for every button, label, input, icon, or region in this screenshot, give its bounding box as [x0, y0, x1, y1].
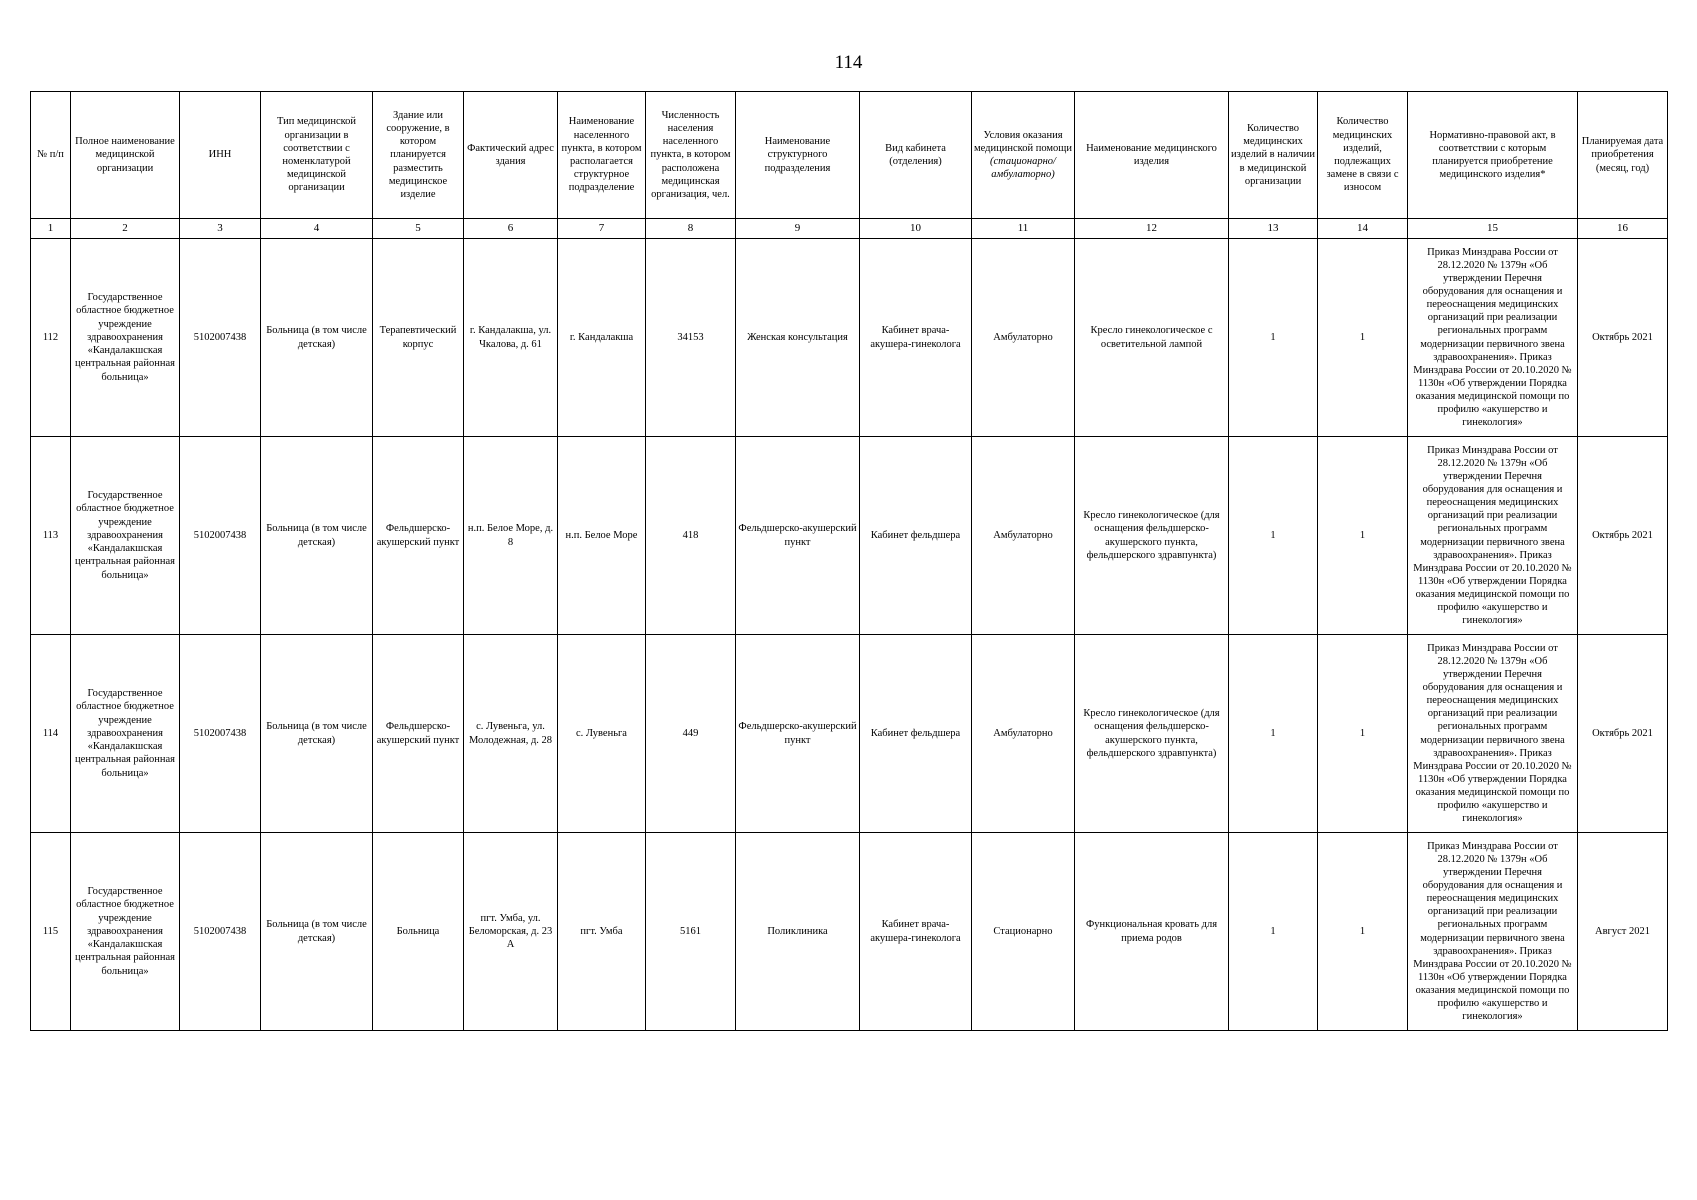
- device-cell: Кресло гинекологическое (для оснащения фельдшерско-акушерского пункта, фельдшерского здравпункта): [1075, 635, 1229, 833]
- column-number: 10: [860, 219, 972, 239]
- cabinet-cell: Кабинет врача-акушера-гинеколога: [860, 239, 972, 437]
- header-cell: Нормативно-правовой акт, в соответствии с которым планируется приобретение медицинского изделия*: [1408, 92, 1578, 219]
- table-row: [31, 833, 1668, 1031]
- header-cell: Фактический адрес здания: [464, 92, 558, 219]
- page-number: 114: [834, 52, 863, 73]
- address-cell: н.п. Белое Море, д. 8: [464, 437, 558, 635]
- planned-date-cell: Август 2021: [1578, 833, 1668, 1031]
- conditions-cell: Амбулаторно: [972, 239, 1075, 437]
- cabinet-cell: Кабинет врача-акушера-гинеколога: [860, 833, 972, 1031]
- header-cell: ИНН: [180, 92, 261, 219]
- header-cell: Наименование населенного пункта, в котором располагается структурное подразделение: [558, 92, 646, 219]
- device-cell: Кресло гинекологическое с осветительной лампой: [1075, 239, 1229, 437]
- inn-cell: 5102007438: [180, 833, 261, 1031]
- table-row: [31, 239, 1668, 437]
- conditions-cell: Стационарно: [972, 833, 1075, 1031]
- address-cell: с. Лувеньга, ул. Молодежная, д. 28: [464, 635, 558, 833]
- planned-date-cell: Октябрь 2021: [1578, 239, 1668, 437]
- organization-cell: Государственное областное бюджетное учреждение здравоохранения «Кандалакшская центральная районная больница»: [71, 239, 180, 437]
- cabinet-cell: Кабинет фельдшера: [860, 635, 972, 833]
- qty-available-cell: 1: [1229, 833, 1318, 1031]
- column-number: 16: [1578, 219, 1668, 239]
- column-number: 8: [646, 219, 736, 239]
- cabinet-cell: Кабинет фельдшера: [860, 437, 972, 635]
- row-number-cell: 113: [31, 437, 71, 635]
- division-cell: Поликлиника: [736, 833, 860, 1031]
- column-number: 15: [1408, 219, 1578, 239]
- population-cell: 449: [646, 635, 736, 833]
- population-cell: 5161: [646, 833, 736, 1031]
- inn-cell: 5102007438: [180, 437, 261, 635]
- header-cell: Количество медицинских изделий в наличии в медицинской организации: [1229, 92, 1318, 219]
- table-row: [31, 437, 1668, 635]
- conditions-cell: Амбулаторно: [972, 437, 1075, 635]
- locality-cell: н.п. Белое Море: [558, 437, 646, 635]
- column-number: 7: [558, 219, 646, 239]
- header-cell-italic-note: (стационарно/ амбулаторно): [990, 156, 1056, 181]
- qty-replace-cell: 1: [1318, 635, 1408, 833]
- population-cell: 418: [646, 437, 736, 635]
- header-cell: Наименование медицинского изделия: [1075, 92, 1229, 219]
- header-cell: Здание или сооружение, в котором планируется разместить медицинское изделие: [373, 92, 464, 219]
- header-cell: Полное наименование медицинской организации: [71, 92, 180, 219]
- column-number: 2: [71, 219, 180, 239]
- table-row: [31, 635, 1668, 833]
- division-cell: Женская консультация: [736, 239, 860, 437]
- org-type-cell: Больница (в том числе детская): [261, 437, 373, 635]
- table-body: [31, 239, 1668, 1031]
- row-number-cell: 115: [31, 833, 71, 1031]
- qty-replace-cell: 1: [1318, 437, 1408, 635]
- column-number: 11: [972, 219, 1075, 239]
- column-number: 1: [31, 219, 71, 239]
- legal-act-cell: Приказ Минздрава России от 28.12.2020 № 1379н «Об утверждении Перечня оборудования для оснащения и переоснащения медицинских организаций при реализации региональных программ модернизации первичного звена здравоохранения». Приказ Минздрава России от 20.10.2020 № 1130н «Об утверждении Порядка оказания медицинской помощи по профилю «акушерство и гинекология»: [1408, 437, 1578, 635]
- header-cell: Наименование структурного подразделения: [736, 92, 860, 219]
- header-cell-text: Условия оказания медицинской помощи: [974, 129, 1072, 154]
- header-cell: Вид кабинета (отделения): [860, 92, 972, 219]
- column-number: 13: [1229, 219, 1318, 239]
- building-cell: Фельдшерско-акушерский пункт: [373, 635, 464, 833]
- organization-cell: Государственное областное бюджетное учреждение здравоохранения «Кандалакшская центральная районная больница»: [71, 635, 180, 833]
- column-number: 3: [180, 219, 261, 239]
- division-cell: Фельдшерско-акушерский пункт: [736, 437, 860, 635]
- column-number: 9: [736, 219, 860, 239]
- column-number-row: [31, 219, 1668, 239]
- planned-date-cell: Октябрь 2021: [1578, 437, 1668, 635]
- qty-available-cell: 1: [1229, 239, 1318, 437]
- building-cell: Фельдшерско-акушерский пункт: [373, 437, 464, 635]
- legal-act-cell: Приказ Минздрава России от 28.12.2020 № 1379н «Об утверждении Перечня оборудования для оснащения и переоснащения медицинских организаций при реализации региональных программ модернизации первичного звена здравоохранения». Приказ Минздрава России от 20.10.2020 № 1130н «Об утверждении Порядка оказания медицинской помощи по профилю «акушерство и гинекология»: [1408, 635, 1578, 833]
- building-cell: Терапевтический корпус: [373, 239, 464, 437]
- column-number: 14: [1318, 219, 1408, 239]
- organization-cell: Государственное областное бюджетное учреждение здравоохранения «Кандалакшская центральная районная больница»: [71, 437, 180, 635]
- device-cell: Кресло гинекологическое (для оснащения фельдшерско-акушерского пункта, фельдшерского здравпункта): [1075, 437, 1229, 635]
- org-type-cell: Больница (в том числе детская): [261, 239, 373, 437]
- address-cell: г. Кандалакша, ул. Чкалова, д. 61: [464, 239, 558, 437]
- header-cell-conditions: [972, 92, 1075, 219]
- column-number: 12: [1075, 219, 1229, 239]
- column-number: 4: [261, 219, 373, 239]
- row-number-cell: 114: [31, 635, 71, 833]
- header-cell: Тип медицинской организации в соответствии с номенклатурой медицинской организации: [261, 92, 373, 219]
- header-row: [31, 92, 1668, 219]
- building-cell: Больница: [373, 833, 464, 1031]
- population-cell: 34153: [646, 239, 736, 437]
- org-type-cell: Больница (в том числе детская): [261, 635, 373, 833]
- header-cell: Количество медицинских изделий, подлежащих замене в связи с износом: [1318, 92, 1408, 219]
- qty-available-cell: 1: [1229, 437, 1318, 635]
- column-number: 6: [464, 219, 558, 239]
- address-cell: пгт. Умба, ул. Беломорская, д. 23 А: [464, 833, 558, 1031]
- planned-date-cell: Октябрь 2021: [1578, 635, 1668, 833]
- legal-act-cell: Приказ Минздрава России от 28.12.2020 № 1379н «Об утверждении Перечня оборудования для оснащения и переоснащения медицинских организаций при реализации региональных программ модернизации первичного звена здравоохранения». Приказ Минздрава России от 20.10.2020 № 1130н «Об утверждении Порядка оказания медицинской помощи по профилю «акушерство и гинекология»: [1408, 833, 1578, 1031]
- header-cell: № п/п: [31, 92, 71, 219]
- device-cell: Функциональная кровать для приема родов: [1075, 833, 1229, 1031]
- header-cell: Численность населения населенного пункта, в котором расположена медицинская организация, чел.: [646, 92, 736, 219]
- inn-cell: 5102007438: [180, 635, 261, 833]
- organization-cell: Государственное областное бюджетное учреждение здравоохранения «Кандалакшская центральная районная больница»: [71, 833, 180, 1031]
- inn-cell: 5102007438: [180, 239, 261, 437]
- equipment-table: [30, 91, 1668, 1031]
- org-type-cell: Больница (в том числе детская): [261, 833, 373, 1031]
- qty-replace-cell: 1: [1318, 833, 1408, 1031]
- locality-cell: пгт. Умба: [558, 833, 646, 1031]
- qty-replace-cell: 1: [1318, 239, 1408, 437]
- locality-cell: с. Лувеньга: [558, 635, 646, 833]
- column-number: 5: [373, 219, 464, 239]
- row-number-cell: 112: [31, 239, 71, 437]
- legal-act-cell: Приказ Минздрава России от 28.12.2020 № 1379н «Об утверждении Перечня оборудования для оснащения и переоснащения медицинских организаций при реализации региональных программ модернизации первичного звена здравоохранения». Приказ Минздрава России от 20.10.2020 № 1130н «Об утверждении Порядка оказания медицинской помощи по профилю «акушерство и гинекология»: [1408, 239, 1578, 437]
- division-cell: Фельдшерско-акушерский пункт: [736, 635, 860, 833]
- qty-available-cell: 1: [1229, 635, 1318, 833]
- header-cell: Планируемая дата приобретения (месяц, год): [1578, 92, 1668, 219]
- conditions-cell: Амбулаторно: [972, 635, 1075, 833]
- locality-cell: г. Кандалакша: [558, 239, 646, 437]
